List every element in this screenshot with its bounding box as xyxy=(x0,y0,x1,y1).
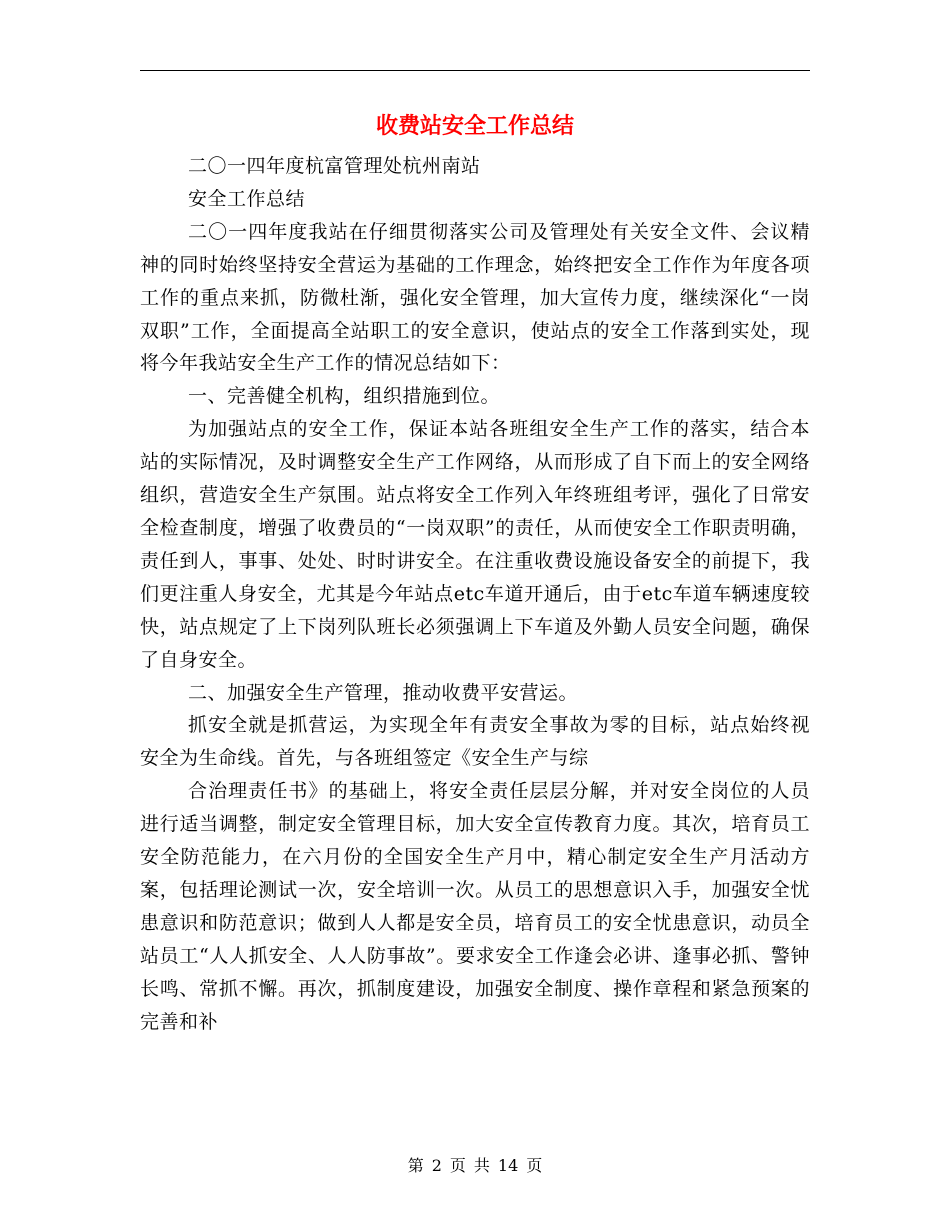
footer-current-page: 2 xyxy=(431,1156,442,1175)
header-rule xyxy=(140,70,810,71)
paragraph-section-2b: 合治理责任书》的基础上，将安全责任层层分解，并对安全岗位的人员进行适当调整，制定安全管理目标，加大安全宣传教育力度。其次，培育员工安全防范能力，在六月份的全国安全生产月中，精心制定安全生产月活动方案，包括理论测试一次，安全培训一次。从员工的思想意识入手，加强安全忧患意识和防范意识；做到人人都是安全员，培育员工的安全忧患意识，动员全站员工“人人抓安全、人人防事故”。要求安全工作逢会必讲、逢事必抓、警钟长鸣、常抓不懈。再次，抓制度建设，加强安全制度、操作章程和紧急预案的完善和补 xyxy=(140,780,810,1033)
document-title: 收费站安全工作总结 xyxy=(375,113,574,139)
paragraph-org-line: 二〇一四年度杭富管理处杭州南站 xyxy=(188,155,481,177)
section-heading-2: 二、加强安全生产管理，推动收费平安营运。 xyxy=(188,681,579,704)
section-heading-1: 一、完善健全机构，组织措施到位。 xyxy=(188,385,501,408)
footer-suffix: 页 xyxy=(526,1156,543,1175)
page-number-footer xyxy=(0,1154,950,1178)
footer-prefix: 第 xyxy=(407,1156,424,1175)
footer-page-word: 页 xyxy=(449,1156,466,1175)
paragraph-section-1: 为加强站点的安全工作，保证本站各班组安全生产工作的落实，结合本站的实际情况，及时调整安全生产工作网络，从而形成了自下而上的安全网络组织，营造安全生产氛围。站点将安全工作列入年终班组考评，强化了日常安全检查制度，增强了收费员的“一岗双职”的责任，从而使安全工作职责明确，责任到人，事事、处处、时时讲安全。在注重收费设施设备安全的前提下，我们更注重人身安全，尤其是今年站点etc车道开通后，由于etc车道车辆速度较快，站点规定了上下岗列队班长必须强调上下车道及外勤人员安全问题，确保了自身安全。 xyxy=(140,418,810,671)
paragraph-intro: 二〇一四年度我站在仔细贯彻落实公司及管理处有关安全文件、会议精神的同时始终坚持安全营运为基础的工作理念，始终把安全工作作为年度各项工作的重点来抓，防微杜渐，强化安全管理，加大宣传力度，继续深化“一岗双职”工作，全面提高全站职工的安全意识，使站点的安全工作落到实处，现将今年我站安全生产工作的情况总结如下： xyxy=(140,220,810,375)
paragraph-subtitle: 安全工作总结 xyxy=(188,187,306,210)
footer-total-word: 共 xyxy=(473,1156,490,1175)
footer-total-pages: 14 xyxy=(497,1156,519,1175)
paragraph-section-2a: 抓安全就是抓营运，为实现全年有责安全事故为零的目标，站点始终视安全为生命线。首先，与各班组签定《安全生产与综 xyxy=(140,714,810,770)
document-body xyxy=(140,150,810,1038)
